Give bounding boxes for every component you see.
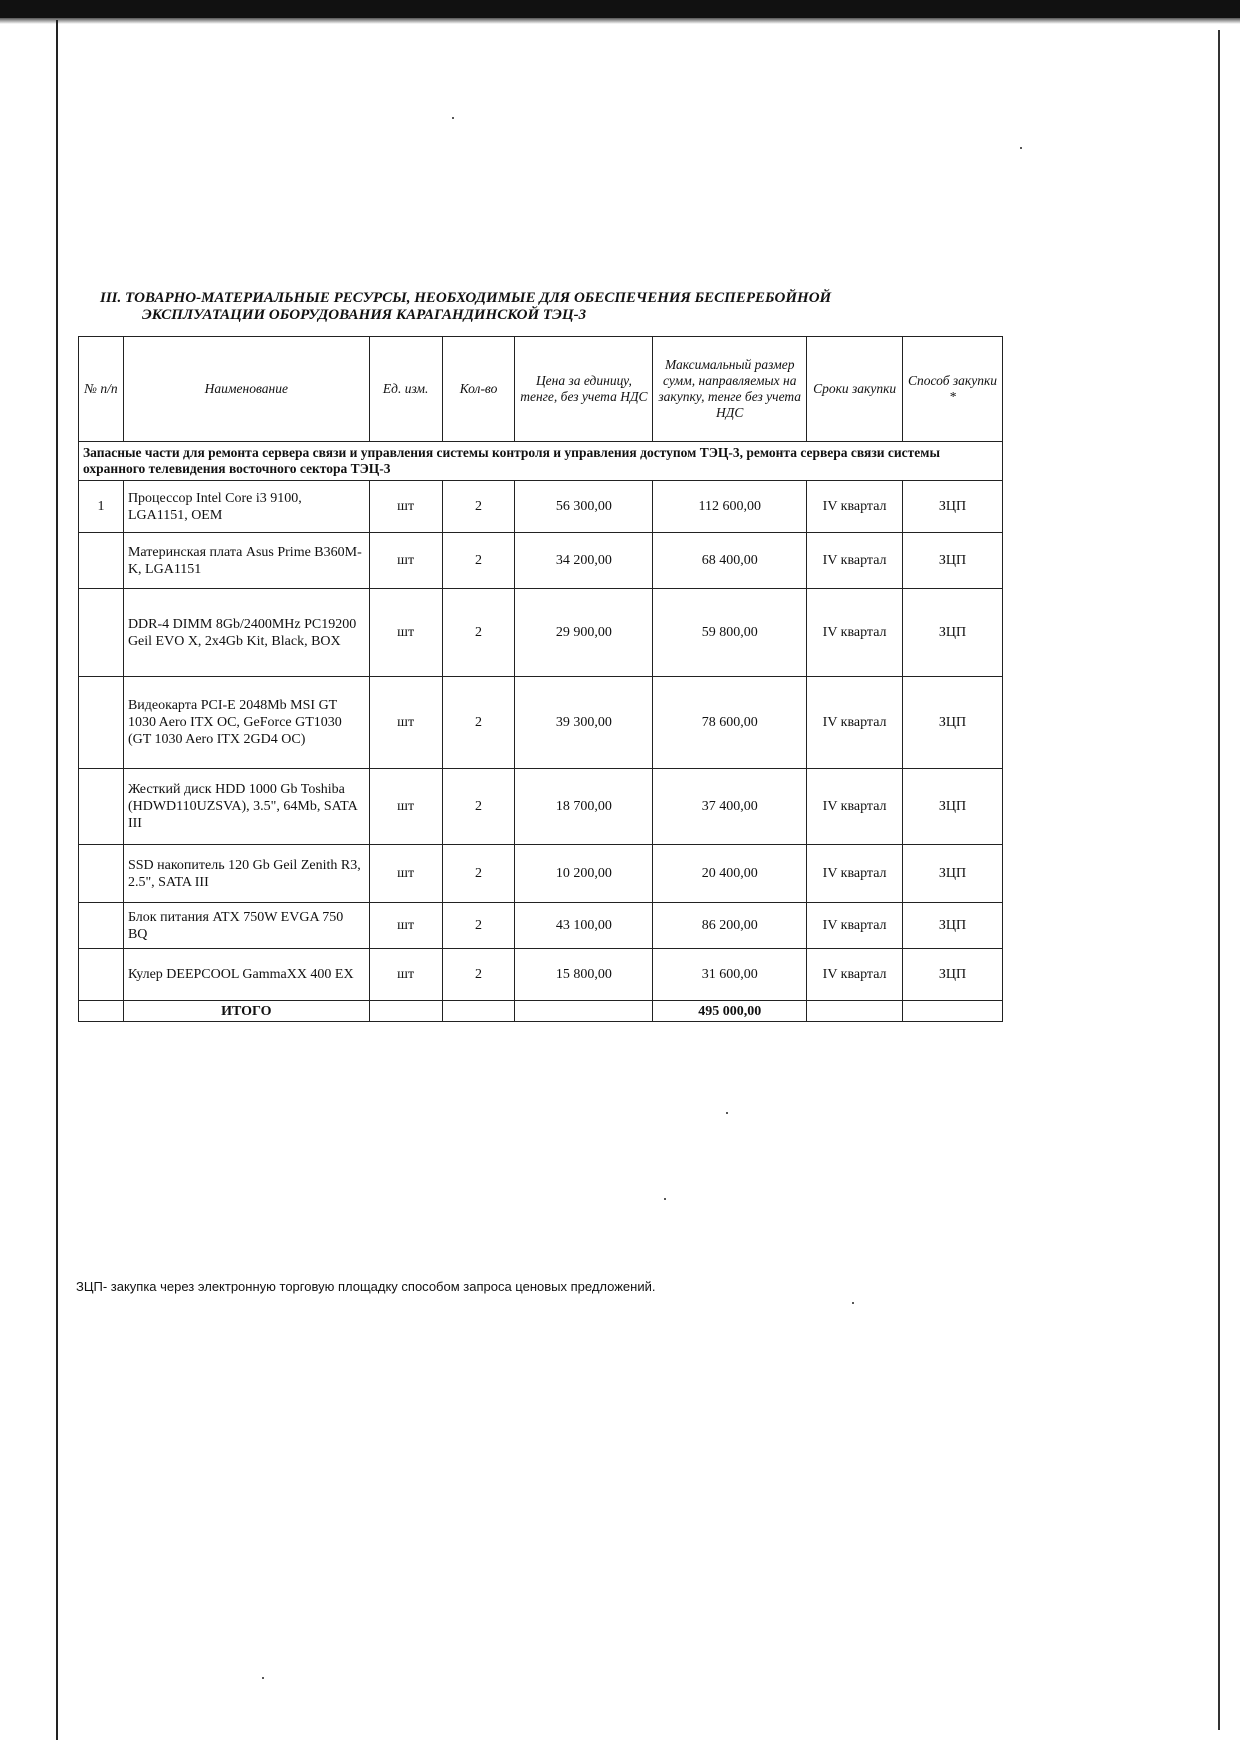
row-name: Материнская плата Asus Prime B360M-K, LGA1151: [123, 533, 369, 589]
row-num: [79, 533, 124, 589]
scan-left-edge: [56, 20, 58, 1740]
total-sum: 495 000,00: [653, 1001, 807, 1022]
row-price: 18 700,00: [515, 769, 653, 845]
header-price: Цена за единицу, тенге, без учета НДС: [515, 337, 653, 442]
title-line-1: III. ТОВАРНО-МАТЕРИАЛЬНЫЕ РЕСУРСЫ, НЕОБХОДИМЫЕ ДЛЯ ОБЕСПЕЧЕНИЯ БЕСПЕРЕБОЙНОЙ: [100, 290, 832, 306]
total-empty-cell: [369, 1001, 442, 1022]
row-qty: 2: [442, 845, 515, 903]
document-title: [100, 290, 980, 324]
row-price: 15 800,00: [515, 949, 653, 1001]
scan-speck: [262, 1677, 264, 1679]
row-price: 10 200,00: [515, 845, 653, 903]
row-num: [79, 589, 124, 677]
header-num: № п/п: [79, 337, 124, 442]
row-name: DDR-4 DIMM 8Gb/2400MHz PC19200 Geil EVO X, 2x4Gb Kit, Black, BOX: [123, 589, 369, 677]
table-row: [79, 481, 1003, 533]
table-row: [79, 903, 1003, 949]
total-row: [79, 1001, 1003, 1022]
row-term: IV квартал: [807, 769, 903, 845]
row-price: 39 300,00: [515, 677, 653, 769]
row-sum: 86 200,00: [653, 903, 807, 949]
header-unit: Ед. изм.: [369, 337, 442, 442]
row-sum: 20 400,00: [653, 845, 807, 903]
row-qty: 2: [442, 903, 515, 949]
total-empty-cell: [442, 1001, 515, 1022]
header-term: Сроки закупки: [807, 337, 903, 442]
row-qty: 2: [442, 949, 515, 1001]
row-num: [79, 903, 124, 949]
row-sum: 59 800,00: [653, 589, 807, 677]
row-method: ЗЦП: [903, 533, 1003, 589]
row-qty: 2: [442, 769, 515, 845]
row-name: Видеокарта PCI-E 2048Mb MSI GT 1030 Aero ITX OC, GeForce GT1030 (GT 1030 Aero ITX 2GD4 OC): [123, 677, 369, 769]
scan-speck: [1020, 147, 1022, 149]
row-unit: шт: [369, 769, 442, 845]
row-method: ЗЦП: [903, 903, 1003, 949]
table-row: [79, 533, 1003, 589]
row-num: [79, 949, 124, 1001]
row-qty: 2: [442, 533, 515, 589]
row-term: IV квартал: [807, 845, 903, 903]
row-num: 1: [79, 481, 124, 533]
total-empty-cell: [903, 1001, 1003, 1022]
row-num: [79, 677, 124, 769]
row-price: 56 300,00: [515, 481, 653, 533]
scan-top-shadow: [0, 18, 1240, 24]
scan-right-edge: [1218, 30, 1220, 1730]
scan-speck: [452, 117, 454, 119]
row-term: IV квартал: [807, 949, 903, 1001]
row-qty: 2: [442, 481, 515, 533]
row-unit: шт: [369, 949, 442, 1001]
row-term: IV квартал: [807, 481, 903, 533]
total-label: ИТОГО: [123, 1001, 369, 1022]
row-method: ЗЦП: [903, 481, 1003, 533]
header-max-sum: Максимальный размер сумм, направляемых на закупку, тенге без учета НДС: [653, 337, 807, 442]
row-name: Процессор Intel Core i3 9100, LGA1151, OEM: [123, 481, 369, 533]
row-sum: 37 400,00: [653, 769, 807, 845]
row-num: [79, 769, 124, 845]
table-row: [79, 845, 1003, 903]
header-qty: Кол-во: [442, 337, 515, 442]
row-method: ЗЦП: [903, 949, 1003, 1001]
row-method: ЗЦП: [903, 677, 1003, 769]
row-name: Кулер DEEPCOOL GammaXX 400 EX: [123, 949, 369, 1001]
resources-table: [78, 336, 1003, 1022]
row-name: SSD накопитель 120 Gb Geil Zenith R3, 2.5", SATA III: [123, 845, 369, 903]
footnote: ЗЦП- закупка через электронную торговую площадку способом запроса ценовых предложений.: [76, 1279, 656, 1294]
scan-top-edge: [0, 0, 1240, 18]
row-price: 43 100,00: [515, 903, 653, 949]
row-sum: 31 600,00: [653, 949, 807, 1001]
row-name: Блок питания ATX 750W EVGA 750 BQ: [123, 903, 369, 949]
row-unit: шт: [369, 903, 442, 949]
header-method: Способ закупки *: [903, 337, 1003, 442]
row-term: IV квартал: [807, 903, 903, 949]
row-term: IV квартал: [807, 677, 903, 769]
scan-speck: [852, 1302, 854, 1304]
row-method: ЗЦП: [903, 589, 1003, 677]
total-empty-cell: [515, 1001, 653, 1022]
row-term: IV квартал: [807, 589, 903, 677]
table-row: [79, 677, 1003, 769]
table-row: [79, 769, 1003, 845]
section-row: [79, 442, 1003, 481]
row-price: 34 200,00: [515, 533, 653, 589]
header-name: Наименование: [123, 337, 369, 442]
row-num: [79, 845, 124, 903]
table-row: [79, 949, 1003, 1001]
row-unit: шт: [369, 845, 442, 903]
table-row: [79, 589, 1003, 677]
row-sum: 68 400,00: [653, 533, 807, 589]
section-title: Запасные части для ремонта сервера связи и управления системы контроля и управления доступом ТЭЦ-3, ремонта сервера связи системы охранного телевидения восточного сектора ТЭЦ-3: [79, 442, 1003, 481]
title-line-2: ЭКСПЛУАТАЦИИ ОБОРУДОВАНИЯ КАРАГАНДИНСКОЙ ТЭЦ-3: [142, 307, 587, 323]
total-empty-cell: [79, 1001, 124, 1022]
row-method: ЗЦП: [903, 769, 1003, 845]
row-name: Жесткий диск HDD 1000 Gb Toshiba (HDWD110UZSVA), 3.5", 64Mb, SATA III: [123, 769, 369, 845]
scan-speck: [664, 1198, 666, 1200]
scan-speck: [726, 1112, 728, 1114]
table-header-row: [79, 337, 1003, 442]
total-empty-cell: [807, 1001, 903, 1022]
row-unit: шт: [369, 481, 442, 533]
row-qty: 2: [442, 589, 515, 677]
row-term: IV квартал: [807, 533, 903, 589]
row-unit: шт: [369, 589, 442, 677]
row-sum: 78 600,00: [653, 677, 807, 769]
row-unit: шт: [369, 533, 442, 589]
row-unit: шт: [369, 677, 442, 769]
row-method: ЗЦП: [903, 845, 1003, 903]
row-qty: 2: [442, 677, 515, 769]
row-sum: 112 600,00: [653, 481, 807, 533]
row-price: 29 900,00: [515, 589, 653, 677]
